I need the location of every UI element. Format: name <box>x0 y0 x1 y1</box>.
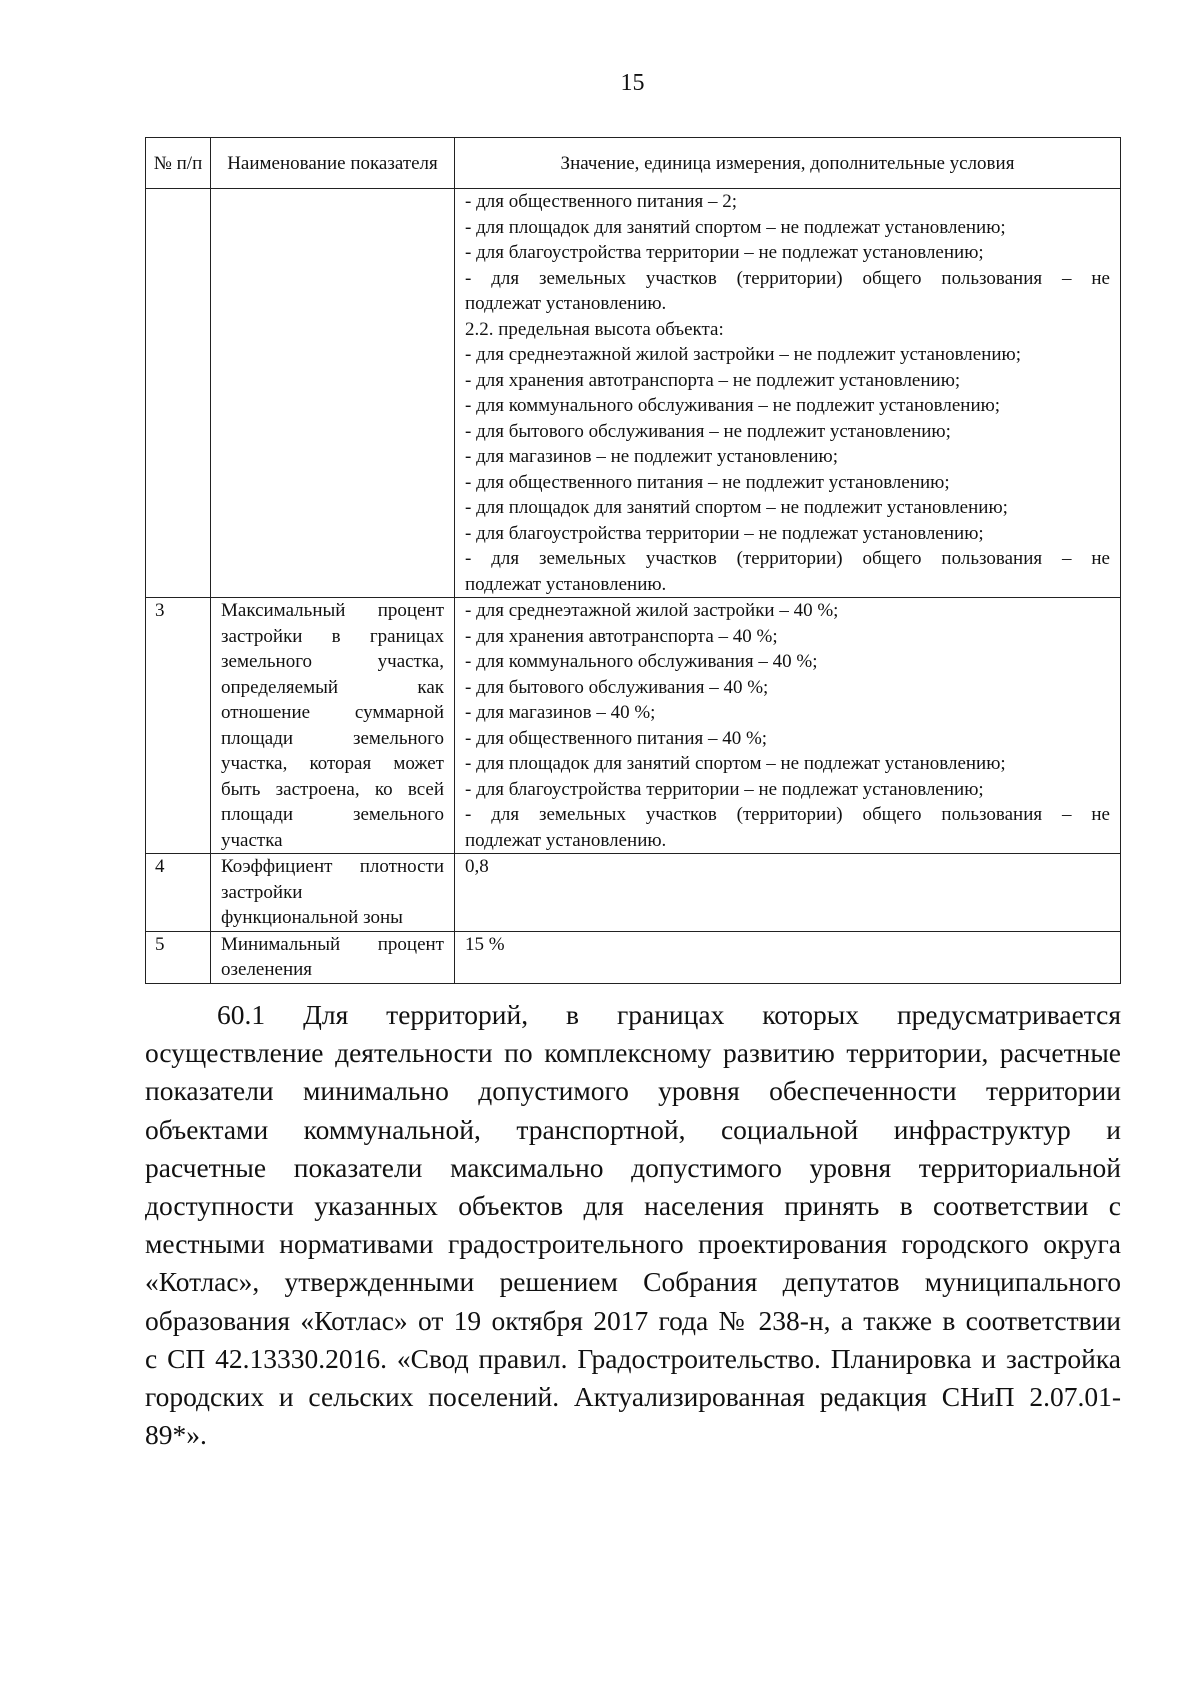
value-line: 2.2. предельная высота объекта: <box>465 318 724 340</box>
paragraph-line: городских и сельских поселений. Актуализированная редакция СНиП 2.07.01- <box>145 1381 1121 1413</box>
value-line: - для благоустройства территории – не подлежат установлению; <box>465 778 984 800</box>
value-line: - для общественного питания – 40 %; <box>465 727 768 749</box>
indicator-value <box>455 931 1121 983</box>
value-line: - для благоустройства территории – не подлежат установлению; <box>465 242 984 263</box>
value-line: - для хранения автотранспорта – не подлежит установлению; <box>465 369 961 391</box>
value-line: подлежат установлению. <box>465 573 667 595</box>
value-line: - для площадок для занятий спортом – не подлежит установлению; <box>465 497 1008 518</box>
row-number: 5 <box>146 931 211 983</box>
paragraph-line: осуществление деятельности по комплексному развитию территории, расчетные <box>145 1037 1121 1069</box>
paragraph-60-1 <box>145 996 1121 1454</box>
paragraph-line: объектами коммунальной, транспортной, социальной инфраструктур и <box>145 1113 1121 1145</box>
table-row <box>146 598 1121 854</box>
paragraph-line: 89*». <box>145 1419 207 1451</box>
value-line: - для общественного питания – 2; <box>465 191 738 212</box>
value-line: - для земельных участков (территории) общего пользования – не <box>465 267 1110 289</box>
value-line: - для коммунального обслуживания – не подлежит установлению; <box>465 395 1001 416</box>
indicator-name: Максимальный процент застройки в границах земельного участка, определяемый как отношение суммарной площади земельного участка, которая может быть застроена, ко всей площади земельного участка <box>211 598 455 854</box>
page-number: 15 <box>620 70 645 96</box>
indicator-value <box>455 854 1121 932</box>
paragraph-line: образования «Котлас» от 19 октября 2017 года № 238-н, а также в соответствии <box>145 1304 1121 1336</box>
indicator-name: Коэффициент плотности застройки функциональной зоны <box>211 854 455 932</box>
value-line: - для магазинов – не подлежит установлению; <box>465 446 838 467</box>
paragraph-line: доступности указанных объектов для населения принять в соответствии с <box>145 1190 1121 1222</box>
indicator-value <box>455 598 1121 854</box>
value-line: 15 % <box>465 933 505 955</box>
paragraph-line: «Котлас», утвержденными решением Собрания депутатов муниципального <box>145 1266 1121 1298</box>
paragraph-line: расчетные показатели максимально допустимого уровня территориальной <box>145 1151 1121 1183</box>
value-line: - для земельных участков (территории) общего пользования – не <box>465 548 1110 569</box>
value-line: подлежат установлению. <box>465 829 667 851</box>
indicator-name: Минимальный процент озеленения <box>211 931 455 983</box>
paragraph-line: с СП 42.13330.2016. «Свод правил. Градостроительство. Планировка и застройка <box>145 1342 1121 1374</box>
row-number: 3 <box>146 598 211 854</box>
value-line: - для бытового обслуживания – не подлежит установлению; <box>465 420 951 442</box>
row-number <box>146 189 211 598</box>
value-line: - для земельных участков (территории) общего пользования – не <box>465 804 1110 825</box>
row-number: 4 <box>146 854 211 932</box>
value-line: - для общественного питания – не подлежит установлению; <box>465 471 950 493</box>
indicators-table <box>145 137 1121 984</box>
paragraph-line: местными нормативами градостроительного проектирования городского округа <box>145 1228 1121 1260</box>
paragraph-line: показатели минимально допустимого уровня обеспеченности территории <box>145 1075 1121 1107</box>
value-line: - для среднеэтажной жилой застройки – 40 %; <box>465 600 839 621</box>
indicator-name <box>211 189 455 598</box>
value-line: - для коммунального обслуживания – 40 %; <box>465 651 818 672</box>
value-line: - для площадок для занятий спортом – не подлежат установлению; <box>465 753 1006 774</box>
paragraph-line: 60.1 Для территорий, в границах которых предусматривается <box>217 999 1121 1030</box>
value-line: - для хранения автотранспорта – 40 %; <box>465 625 778 647</box>
table-row <box>146 189 1121 598</box>
value-line: 0,8 <box>465 856 489 877</box>
table-row <box>146 931 1121 983</box>
value-line: - для среднеэтажной жилой застройки – не подлежит установлению; <box>465 344 1022 365</box>
value-line: - для бытового обслуживания – 40 %; <box>465 676 769 698</box>
value-line: - для магазинов – 40 %; <box>465 702 656 723</box>
header-value: Значение, единица измерения, дополнительные условия <box>455 138 1121 189</box>
indicator-value <box>455 189 1121 598</box>
header-num: № п/п <box>146 138 211 189</box>
header-name: Наименование показателя <box>211 138 455 189</box>
value-line: - для благоустройства территории – не подлежат установлению; <box>465 522 984 544</box>
value-line: подлежат установлению. <box>465 293 667 314</box>
table-header-row <box>146 138 1121 189</box>
table-row <box>146 854 1121 932</box>
value-line: - для площадок для занятий спортом – не подлежат установлению; <box>465 216 1006 238</box>
